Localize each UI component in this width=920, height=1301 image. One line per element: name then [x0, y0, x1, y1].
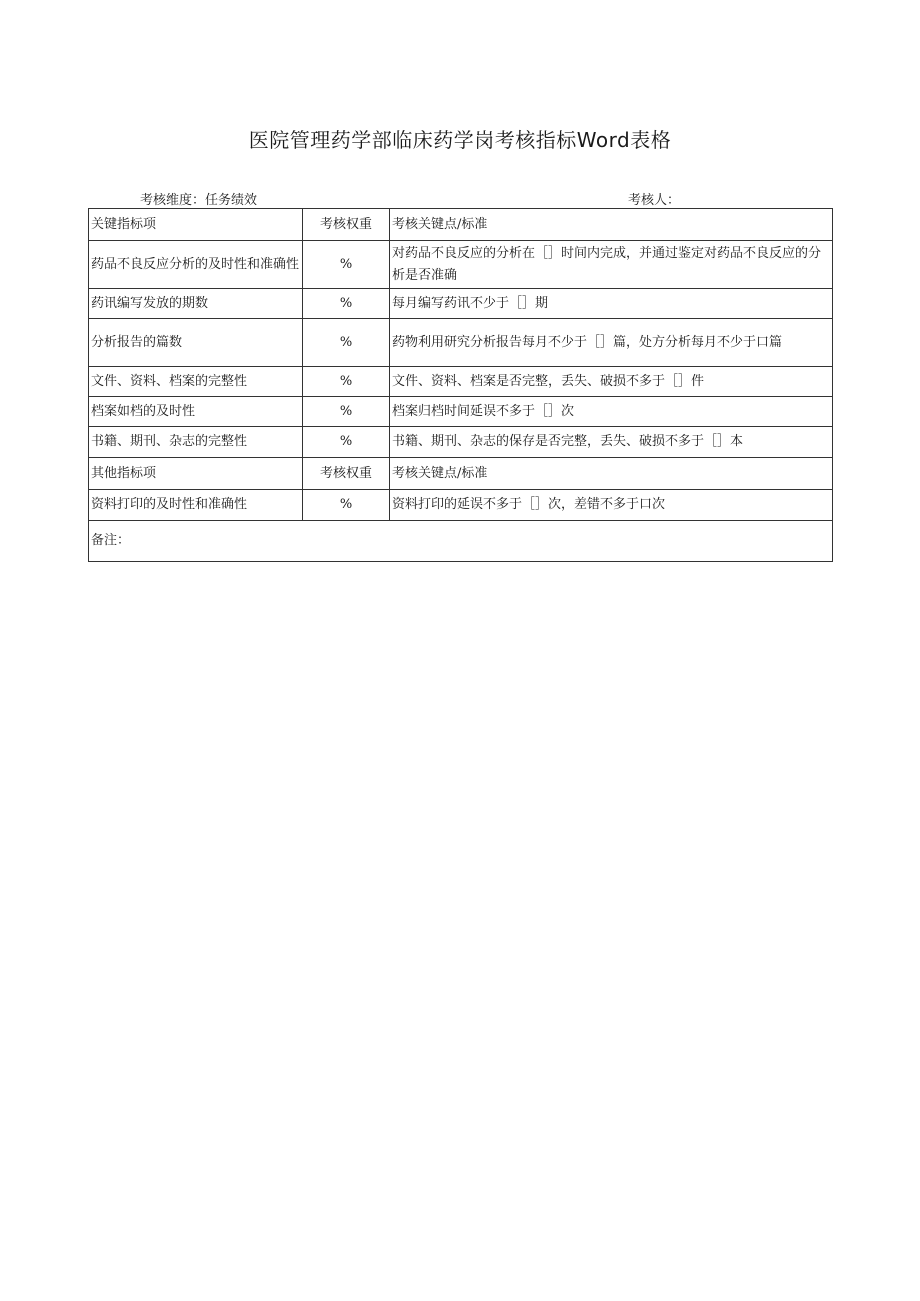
header-key-item: 关键指标项 — [89, 209, 303, 241]
table-row — [89, 241, 833, 289]
meta-row — [88, 189, 831, 207]
kpi-table — [88, 208, 833, 562]
table-row — [89, 490, 833, 521]
document-title: 医院管理药学部临床药学岗考核指标Word表格 — [248, 128, 672, 152]
header-standard: 考核关键点/标准 — [390, 209, 833, 241]
indicator-standard: 对药品不良反应的分析在［］时间内完成，并通过鉴定对药品不良反应的分析是否准确 — [390, 241, 833, 289]
indicator-item: 书籍、期刊、杂志的完整性 — [89, 427, 303, 458]
remark-label: 备注： — [89, 521, 833, 562]
table-row — [89, 289, 833, 319]
remark-row — [89, 521, 833, 562]
indicator-weight: % — [303, 367, 390, 397]
indicator-standard: 文件、资料、档案是否完整，丢失、破损不多于［］件 — [390, 367, 833, 397]
indicator-item: 资料打印的及时性和准确性 — [89, 490, 303, 521]
indicator-standard: 档案归档时间延误不多于［］次 — [390, 397, 833, 427]
other-header-row — [89, 458, 833, 490]
indicator-weight: % — [303, 319, 390, 367]
table-row — [89, 427, 833, 458]
indicator-weight: % — [303, 427, 390, 458]
indicator-weight: % — [303, 241, 390, 289]
table-row — [89, 319, 833, 367]
indicator-standard: 药物利用研究分析报告每月不少于［］篇，处方分析每月不少于口篇 — [390, 319, 833, 367]
indicator-standard: 每月编写药讯不少于［］期 — [390, 289, 833, 319]
indicator-weight: % — [303, 490, 390, 521]
indicator-item: 药讯编写发放的期数 — [89, 289, 303, 319]
indicator-item: 分析报告的篇数 — [89, 319, 303, 367]
header-standard: 考核关键点/标准 — [390, 458, 833, 490]
indicator-weight: % — [303, 397, 390, 427]
key-header-row — [89, 209, 833, 241]
table-row — [89, 397, 833, 427]
header-weight: 考核权重 — [303, 209, 390, 241]
indicator-item: 档案如档的及时性 — [89, 397, 303, 427]
indicator-item: 文件、资料、档案的完整性 — [89, 367, 303, 397]
indicator-standard: 资料打印的延误不多于［］次，差错不多于口次 — [390, 490, 833, 521]
assessor-label: 考核人： — [628, 193, 681, 208]
header-other-item: 其他指标项 — [89, 458, 303, 490]
indicator-item: 药品不良反应分析的及时性和准确性 — [89, 241, 303, 289]
indicator-standard: 书籍、期刊、杂志的保存是否完整，丢失、破损不多于［］本 — [390, 427, 833, 458]
indicator-weight: % — [303, 289, 390, 319]
table-row — [89, 367, 833, 397]
assessment-dimension: 考核维度：任务绩效 — [140, 193, 258, 208]
header-weight: 考核权重 — [303, 458, 390, 490]
